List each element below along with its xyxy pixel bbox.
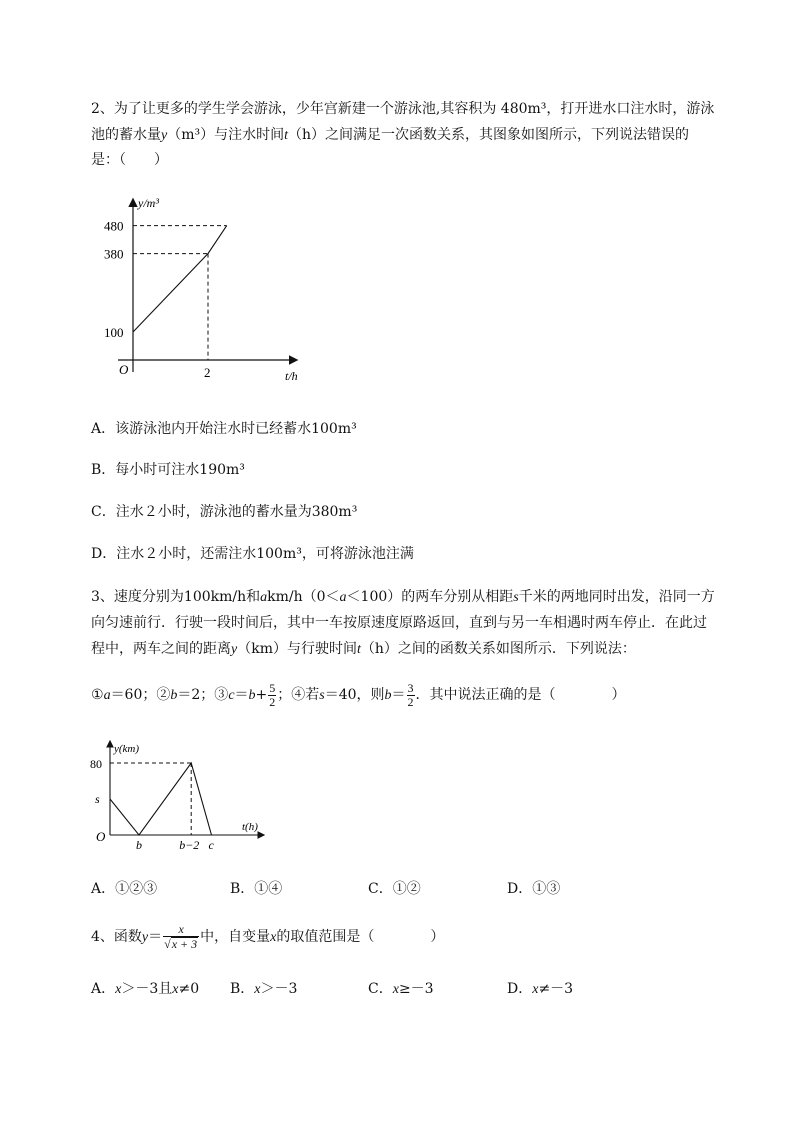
q4-text-part: 的取值范围是（ ） xyxy=(276,929,445,945)
q2-y-tick-label: 100 xyxy=(104,325,124,340)
q3-stmt-var: b xyxy=(170,688,178,703)
q2-text-3: 是：（ ） xyxy=(91,152,168,168)
q4-opt-var: x xyxy=(172,982,179,997)
q2-text-1: 2、为了让更多的学生学会游泳，少年宫新建一个游泳池,其容积为 480m³，打开进水口注水时，游泳 xyxy=(91,101,715,117)
q3-option-c xyxy=(368,880,421,898)
q2-line-1 xyxy=(91,100,714,118)
q2-line-2 xyxy=(91,126,689,145)
q3-stmt-part: ① xyxy=(91,687,104,703)
q3-stmt-part: ．其中说法正确的是（ ） xyxy=(415,687,626,703)
q3-text-1a: 3、速度分别为100km/h和 xyxy=(91,589,261,605)
sqrt-radicand: x + 3 xyxy=(171,937,198,951)
q2-x-tick-label: 2 xyxy=(204,365,211,380)
q4-fraction xyxy=(163,923,199,951)
q4-option-c xyxy=(368,980,434,999)
q4-text-part: 中，自变量 xyxy=(200,929,271,945)
q4-opt-var: x xyxy=(115,982,122,997)
q3-option-d xyxy=(507,880,560,898)
q3-x-axis-label: t(h) xyxy=(242,821,258,833)
q2-x-axis-label: t/h xyxy=(285,369,298,383)
q3-x-tick-label-b-minus-2: b−2 xyxy=(179,838,200,852)
q3-stmt-part: ＝2；③ xyxy=(177,687,229,703)
fraction-denominator: 2 xyxy=(407,694,414,709)
q2-option-a xyxy=(91,420,357,438)
q2-text-2b: （m³）与注水时间 xyxy=(167,127,285,143)
q3-stmt-part: + xyxy=(255,687,268,703)
q3-stmt-var: b xyxy=(384,688,392,703)
q3-stmt-var: a xyxy=(103,688,111,703)
q4-opt-var: x xyxy=(532,982,539,997)
q4-opt-text: ＞－3 xyxy=(260,981,298,997)
q3-text-3a: 程中，两车之间的距离 xyxy=(91,641,231,657)
q2-y-tick-label: 380 xyxy=(104,246,124,262)
q3-var-a: a xyxy=(260,590,268,605)
q4-opt-text: ≥－3 xyxy=(398,981,434,997)
q2-option-b-text: B．每小时可注水190m³ xyxy=(91,462,245,478)
q3-stmt-var: c xyxy=(228,688,235,703)
q3-stmt-var: s xyxy=(319,688,325,703)
q3-option-a-text: A．①②③ xyxy=(91,881,158,897)
q4-opt-text: ≠－3 xyxy=(538,981,574,997)
q3-y-tick-label-80: 80 xyxy=(90,757,102,771)
q3-stmt-var: b xyxy=(248,688,256,703)
q4-text-part: 4、函数 xyxy=(91,929,142,945)
q3-series-line xyxy=(110,763,212,835)
q2-var-y: y xyxy=(161,128,168,143)
q3-stmt-part: ＝60；② xyxy=(110,687,171,703)
q2-y-axis-label: y/m³ xyxy=(138,196,159,210)
q2-option-d xyxy=(91,545,414,563)
q4-text-part: ＝ xyxy=(148,929,163,945)
q3-text-2: 向匀速前行．行驶一段时间后，其中一车按原速度原路返回，直到与另一车相遇时两车停止．在此过 xyxy=(91,615,707,631)
q3-var-t: t xyxy=(356,642,361,657)
q3-stmt-part: ＝40，则 xyxy=(324,687,385,703)
fraction-3-2 xyxy=(407,682,415,709)
q3-text-3b: （km）与行驶时间 xyxy=(237,641,357,657)
q2-option-c xyxy=(91,503,357,521)
q3-text-1c: ＜100）的两车分别从相距 xyxy=(346,589,514,605)
q4-option-d xyxy=(507,980,573,999)
q4-opt-text: ＞－3且 xyxy=(121,981,173,997)
q2-series-line xyxy=(133,226,227,332)
q4-opt-var: x xyxy=(392,982,399,997)
q3-y-axis-label: y(km) xyxy=(114,743,140,755)
q4-opt-var: x xyxy=(254,982,261,997)
q4-opt-text: A． xyxy=(91,981,116,997)
q3-line-2 xyxy=(91,614,707,632)
fraction-denominator: 2 xyxy=(269,694,276,709)
q3-text-1b: km/h（0＜ xyxy=(267,589,340,605)
q3-x-tick-label-b: b xyxy=(136,838,142,852)
q3-option-c-text: C．①② xyxy=(368,881,421,897)
q2-option-d-text: D．注水２小时，还需注水100m³，可将游泳池注满 xyxy=(91,546,414,562)
q2-y-tick-label: 480 xyxy=(104,218,124,234)
q2-origin-label: O xyxy=(119,362,129,377)
q3-option-a xyxy=(91,880,157,898)
q2-graph xyxy=(100,190,320,390)
q4-option-a xyxy=(91,980,199,999)
q2-option-c-text: C．注水２小时，游泳池的蓄水量为380m³ xyxy=(91,504,358,520)
q3-option-b xyxy=(230,880,282,898)
q4-opt-text: D． xyxy=(507,981,533,997)
q4-opt-text: ≠0 xyxy=(178,981,200,997)
q3-origin-label: O xyxy=(96,829,106,844)
q2-line-3 xyxy=(91,151,168,169)
fraction-5-2 xyxy=(268,682,276,709)
q4-stem xyxy=(91,922,444,953)
q3-line-1 xyxy=(91,588,715,607)
fraction-numerator: 5 xyxy=(269,680,276,695)
q4-option-b xyxy=(230,980,297,999)
q2-text-2c: （h）之间满足一次函数关系，其图象如图所示，下列说法错误的 xyxy=(288,127,690,143)
q4-opt-text: C． xyxy=(368,981,393,997)
q3-stmt-part: ＝ xyxy=(234,687,249,703)
q3-line-3 xyxy=(91,640,636,659)
q3-statements xyxy=(91,680,626,711)
q4-var-x: x xyxy=(270,930,277,945)
q3-graph xyxy=(88,738,273,853)
q2-text-2a: 池的蓄水量 xyxy=(91,127,161,143)
fraction-numerator: 3 xyxy=(407,680,414,695)
q4-opt-text: B． xyxy=(230,981,255,997)
q3-option-d-text: D．①③ xyxy=(507,881,561,897)
q3-var-s: s xyxy=(513,590,519,605)
q3-option-b-text: B．①④ xyxy=(230,881,283,897)
q4-var-y: y xyxy=(141,930,149,945)
q3-var-y: y xyxy=(231,642,238,657)
q2-var-t: t xyxy=(284,128,288,143)
fraction-numerator: x xyxy=(163,923,199,937)
q2-option-b xyxy=(91,461,245,479)
q3-var-a-2: a xyxy=(339,590,347,605)
q3-stmt-part: ＝ xyxy=(391,687,406,703)
q3-text-3c: （h）之间的函数关系如图所示．下列说法： xyxy=(360,641,636,657)
q3-x-tick-label-c: c xyxy=(208,838,214,852)
fraction-denominator: √x + 3 xyxy=(164,937,198,951)
q3-y-tick-label-s: s xyxy=(95,792,100,806)
q3-stmt-part: ；④若 xyxy=(277,687,320,703)
q3-text-1d: 千米的两地同时出发，沿同一方 xyxy=(518,589,715,605)
q2-option-a-text: A．该游泳池内开始注水时已经蓄水100m³ xyxy=(91,421,357,437)
